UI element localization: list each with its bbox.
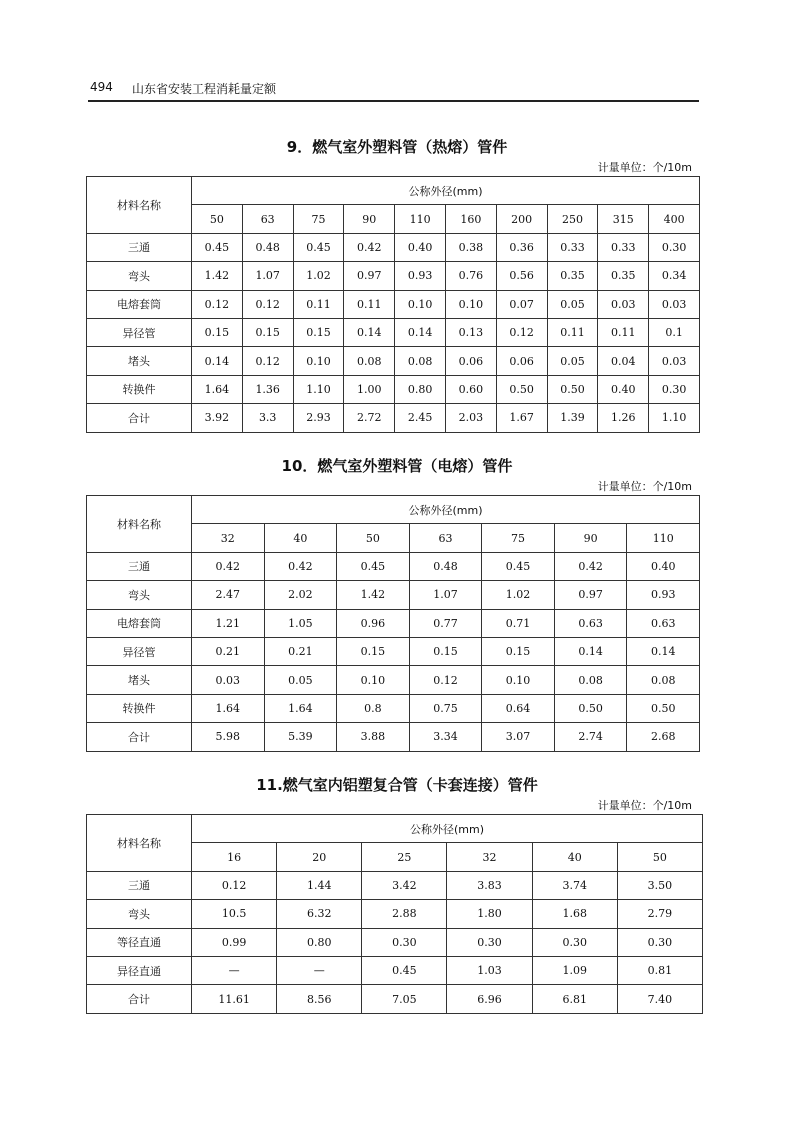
quantity-cell: 1.64: [264, 694, 337, 722]
quantity-cell: 2.72: [344, 404, 395, 432]
table-row: [87, 985, 703, 1013]
quantity-cell: 2.93: [293, 404, 344, 432]
corner-label: 材料名称: [87, 496, 192, 553]
quantity-cell: 0.08: [344, 347, 395, 375]
quantity-cell: 0.10: [293, 347, 344, 375]
material-name: 等径直通: [87, 928, 192, 956]
unit-label-10: 计量单位：个/10m: [597, 480, 692, 493]
quantity-cell: 2.88: [362, 900, 447, 928]
table-header-row: [87, 177, 700, 205]
quantity-cell: 0.42: [192, 552, 265, 580]
material-name: 合计: [87, 404, 192, 432]
unit-label-11: 计量单位：个/10m: [597, 799, 692, 812]
quantity-cell: 2.47: [192, 581, 265, 609]
table-row: [87, 375, 700, 403]
quantity-cell: 0.45: [362, 956, 447, 984]
material-name: 弯头: [87, 262, 192, 290]
quantity-cell: 0.05: [547, 347, 598, 375]
quantity-cell: 1.64: [192, 375, 243, 403]
quantity-cell: 1.64: [192, 694, 265, 722]
quantity-cell: 1.68: [532, 900, 617, 928]
quantity-cell: 0.06: [496, 347, 547, 375]
quantity-cell: 1.00: [344, 375, 395, 403]
quantity-cell: 0.14: [554, 637, 627, 665]
column-header: 75: [482, 524, 555, 552]
quantity-cell: 3.34: [409, 723, 482, 751]
quantity-cell: —: [277, 956, 362, 984]
quantity-cell: 3.50: [617, 871, 702, 899]
material-name: 弯头: [87, 900, 192, 928]
table-row: [87, 347, 700, 375]
column-header: 75: [293, 205, 344, 233]
material-name: 异径管: [87, 637, 192, 665]
quantity-cell: 3.74: [532, 871, 617, 899]
quantity-cell: 0.15: [192, 318, 243, 346]
column-header: 32: [447, 843, 532, 871]
group-label: 公称外径(mm): [192, 815, 703, 843]
column-header: 250: [547, 205, 598, 233]
quantity-cell: 0.42: [264, 552, 337, 580]
column-header: 200: [496, 205, 547, 233]
column-header: 25: [362, 843, 447, 871]
quantity-cell: 0.14: [192, 347, 243, 375]
quantity-cell: 0.71: [482, 609, 555, 637]
material-name: 弯头: [87, 581, 192, 609]
quantity-cell: 0.40: [395, 233, 446, 261]
column-header: 90: [344, 205, 395, 233]
quantity-cell: 0.10: [337, 666, 410, 694]
group-label: 公称外径(mm): [192, 496, 700, 524]
quantity-cell: 1.36: [242, 375, 293, 403]
table-row: [87, 609, 700, 637]
quantity-cell: 0.08: [554, 666, 627, 694]
quantity-cell: 0.48: [242, 233, 293, 261]
table-header-row: [87, 815, 703, 843]
quantity-cell: 0.64: [482, 694, 555, 722]
quantity-cell: 1.07: [242, 262, 293, 290]
quantity-cell: 1.67: [496, 404, 547, 432]
quantity-cell: 0.50: [627, 694, 700, 722]
quantity-cell: 2.74: [554, 723, 627, 751]
material-name: 三通: [87, 871, 192, 899]
table-header-row: [87, 496, 700, 524]
quantity-cell: 2.02: [264, 581, 337, 609]
quantity-cell: 11.61: [192, 985, 277, 1013]
material-name: 合计: [87, 723, 192, 751]
quantity-cell: 0.12: [192, 871, 277, 899]
quantity-cell: 1.42: [337, 581, 410, 609]
quantity-cell: 1.21: [192, 609, 265, 637]
quantity-cell: 0.08: [395, 347, 446, 375]
quantity-cell: 0.30: [649, 233, 700, 261]
quantity-cell: 0.45: [482, 552, 555, 580]
column-header: 40: [264, 524, 337, 552]
corner-label: 材料名称: [87, 815, 192, 872]
quantity-cell: 3.07: [482, 723, 555, 751]
quantity-cell: 0.12: [496, 318, 547, 346]
quantity-cell: 2.68: [627, 723, 700, 751]
quantity-cell: 0.33: [547, 233, 598, 261]
quantity-cell: 0.30: [447, 928, 532, 956]
page-header: [88, 74, 699, 102]
table-row: [87, 318, 700, 346]
quantity-cell: 0.96: [337, 609, 410, 637]
quantity-cell: 10.5: [192, 900, 277, 928]
column-header: 50: [617, 843, 702, 871]
quantity-cell: 0.50: [547, 375, 598, 403]
quantity-cell: 0.15: [242, 318, 293, 346]
quantity-cell: 1.44: [277, 871, 362, 899]
quantity-cell: 0.03: [598, 290, 649, 318]
quantity-cell: 0.50: [554, 694, 627, 722]
quantity-cell: 0.97: [554, 581, 627, 609]
quantity-cell: 6.81: [532, 985, 617, 1013]
quota-table-9: [86, 176, 700, 433]
material-name: 电熔套筒: [87, 290, 192, 318]
book-title: 山东省安装工程消耗量定额: [132, 82, 277, 96]
quantity-cell: 2.03: [445, 404, 496, 432]
quantity-cell: 0.06: [445, 347, 496, 375]
quantity-cell: 0.05: [264, 666, 337, 694]
quantity-cell: 0.12: [242, 290, 293, 318]
quantity-cell: 1.10: [649, 404, 700, 432]
quantity-cell: 0.8: [337, 694, 410, 722]
quantity-cell: 1.26: [598, 404, 649, 432]
quantity-cell: 0.12: [409, 666, 482, 694]
quantity-cell: 0.99: [192, 928, 277, 956]
material-name: 三通: [87, 552, 192, 580]
column-header: 160: [445, 205, 496, 233]
quantity-cell: 0.15: [293, 318, 344, 346]
table-row: [87, 956, 703, 984]
quantity-cell: 0.14: [627, 637, 700, 665]
quantity-cell: 0.03: [649, 347, 700, 375]
quantity-cell: 0.03: [649, 290, 700, 318]
quantity-cell: 0.11: [598, 318, 649, 346]
quantity-cell: 0.45: [337, 552, 410, 580]
quantity-cell: 0.34: [649, 262, 700, 290]
table-row: [87, 404, 700, 432]
quantity-cell: 1.80: [447, 900, 532, 928]
quantity-cell: 0.42: [554, 552, 627, 580]
quantity-cell: 0.77: [409, 609, 482, 637]
quantity-cell: 0.75: [409, 694, 482, 722]
quantity-cell: 0.04: [598, 347, 649, 375]
quota-table-10: [86, 495, 700, 752]
column-header: 50: [337, 524, 410, 552]
table-row: [87, 871, 703, 899]
column-header: 90: [554, 524, 627, 552]
quantity-cell: 0.12: [242, 347, 293, 375]
quantity-cell: 0.21: [264, 637, 337, 665]
table-row: [87, 723, 700, 751]
material-name: 三通: [87, 233, 192, 261]
column-header: 63: [242, 205, 293, 233]
quantity-cell: 0.36: [496, 233, 547, 261]
quantity-cell: 0.11: [344, 290, 395, 318]
table-row: [87, 290, 700, 318]
material-name: 堵头: [87, 666, 192, 694]
quantity-cell: 0.21: [192, 637, 265, 665]
table-row: [87, 552, 700, 580]
quantity-cell: 0.30: [649, 375, 700, 403]
material-name: 电熔套筒: [87, 609, 192, 637]
quantity-cell: 5.98: [192, 723, 265, 751]
section-title-9: 9．燃气室外塑料管（热熔）管件: [286, 138, 508, 156]
quantity-cell: 1.02: [482, 581, 555, 609]
quantity-cell: 0.11: [547, 318, 598, 346]
page-number: 494: [90, 80, 113, 94]
quantity-cell: 0.35: [547, 262, 598, 290]
quantity-cell: 0.14: [395, 318, 446, 346]
quantity-cell: 0.97: [344, 262, 395, 290]
quantity-cell: 0.15: [409, 637, 482, 665]
quota-table-11: [86, 814, 703, 1014]
quantity-cell: 0.50: [496, 375, 547, 403]
quantity-cell: 1.42: [192, 262, 243, 290]
quantity-cell: 8.56: [277, 985, 362, 1013]
quantity-cell: 0.80: [277, 928, 362, 956]
material-name: 异径直通: [87, 956, 192, 984]
quantity-cell: 0.08: [627, 666, 700, 694]
quantity-cell: 0.30: [362, 928, 447, 956]
column-header: 32: [192, 524, 265, 552]
quantity-cell: 1.09: [532, 956, 617, 984]
quantity-cell: 0.56: [496, 262, 547, 290]
quantity-cell: 0.45: [293, 233, 344, 261]
table-row: [87, 694, 700, 722]
quantity-cell: 1.02: [293, 262, 344, 290]
quantity-cell: 0.07: [496, 290, 547, 318]
quantity-cell: 0.30: [532, 928, 617, 956]
quantity-cell: 0.10: [445, 290, 496, 318]
quantity-cell: 1.10: [293, 375, 344, 403]
quantity-cell: 2.45: [395, 404, 446, 432]
section-title-10: 10．燃气室外塑料管（电熔）管件: [281, 457, 513, 475]
column-header: 110: [627, 524, 700, 552]
quantity-cell: 0.13: [445, 318, 496, 346]
quantity-cell: 3.92: [192, 404, 243, 432]
quantity-cell: 0.05: [547, 290, 598, 318]
quantity-cell: 3.83: [447, 871, 532, 899]
quantity-cell: 3.42: [362, 871, 447, 899]
quantity-cell: —: [192, 956, 277, 984]
quantity-cell: 0.93: [627, 581, 700, 609]
quantity-cell: 0.80: [395, 375, 446, 403]
quantity-cell: 7.40: [617, 985, 702, 1013]
quantity-cell: 1.39: [547, 404, 598, 432]
quantity-cell: 7.05: [362, 985, 447, 1013]
quantity-cell: 0.33: [598, 233, 649, 261]
quantity-cell: 0.03: [192, 666, 265, 694]
column-header: 63: [409, 524, 482, 552]
quantity-cell: 0.10: [482, 666, 555, 694]
material-name: 转换件: [87, 375, 192, 403]
quantity-cell: 0.12: [192, 290, 243, 318]
quantity-cell: 0.60: [445, 375, 496, 403]
column-header: 50: [192, 205, 243, 233]
corner-label: 材料名称: [87, 177, 192, 234]
quantity-cell: 1.03: [447, 956, 532, 984]
quantity-cell: 0.15: [482, 637, 555, 665]
quantity-cell: 1.05: [264, 609, 337, 637]
material-name: 转换件: [87, 694, 192, 722]
section-title-11: 11.燃气室内铝塑复合管（卡套连接）管件: [256, 776, 538, 794]
quantity-cell: 0.30: [617, 928, 702, 956]
quantity-cell: 0.11: [293, 290, 344, 318]
quantity-cell: 0.38: [445, 233, 496, 261]
quantity-cell: 0.93: [395, 262, 446, 290]
table-row: [87, 581, 700, 609]
quantity-cell: 0.48: [409, 552, 482, 580]
table-row: [87, 928, 703, 956]
quantity-cell: 0.35: [598, 262, 649, 290]
quantity-cell: 0.63: [554, 609, 627, 637]
table-row: [87, 262, 700, 290]
quantity-cell: 0.76: [445, 262, 496, 290]
unit-label-9: 计量单位：个/10m: [597, 161, 692, 174]
table-row: [87, 900, 703, 928]
quantity-cell: 3.3: [242, 404, 293, 432]
column-header: 400: [649, 205, 700, 233]
quantity-cell: 2.79: [617, 900, 702, 928]
quantity-cell: 0.63: [627, 609, 700, 637]
column-header: 110: [395, 205, 446, 233]
quantity-cell: 0.15: [337, 637, 410, 665]
material-name: 异径管: [87, 318, 192, 346]
quantity-cell: 1.07: [409, 581, 482, 609]
quantity-cell: 6.32: [277, 900, 362, 928]
quantity-cell: 0.40: [627, 552, 700, 580]
quantity-cell: 0.45: [192, 233, 243, 261]
table-row: [87, 233, 700, 261]
quantity-cell: 0.40: [598, 375, 649, 403]
column-header: 20: [277, 843, 362, 871]
quantity-cell: 5.39: [264, 723, 337, 751]
column-header: 16: [192, 843, 277, 871]
quantity-cell: 0.14: [344, 318, 395, 346]
quantity-cell: 6.96: [447, 985, 532, 1013]
material-name: 堵头: [87, 347, 192, 375]
quantity-cell: 0.10: [395, 290, 446, 318]
quantity-cell: 0.42: [344, 233, 395, 261]
quantity-cell: 3.88: [337, 723, 410, 751]
group-label: 公称外径(mm): [192, 177, 700, 205]
table-row: [87, 637, 700, 665]
column-header: 315: [598, 205, 649, 233]
quantity-cell: 0.81: [617, 956, 702, 984]
table-row: [87, 666, 700, 694]
material-name: 合计: [87, 985, 192, 1013]
column-header: 40: [532, 843, 617, 871]
quantity-cell: 0.1: [649, 318, 700, 346]
